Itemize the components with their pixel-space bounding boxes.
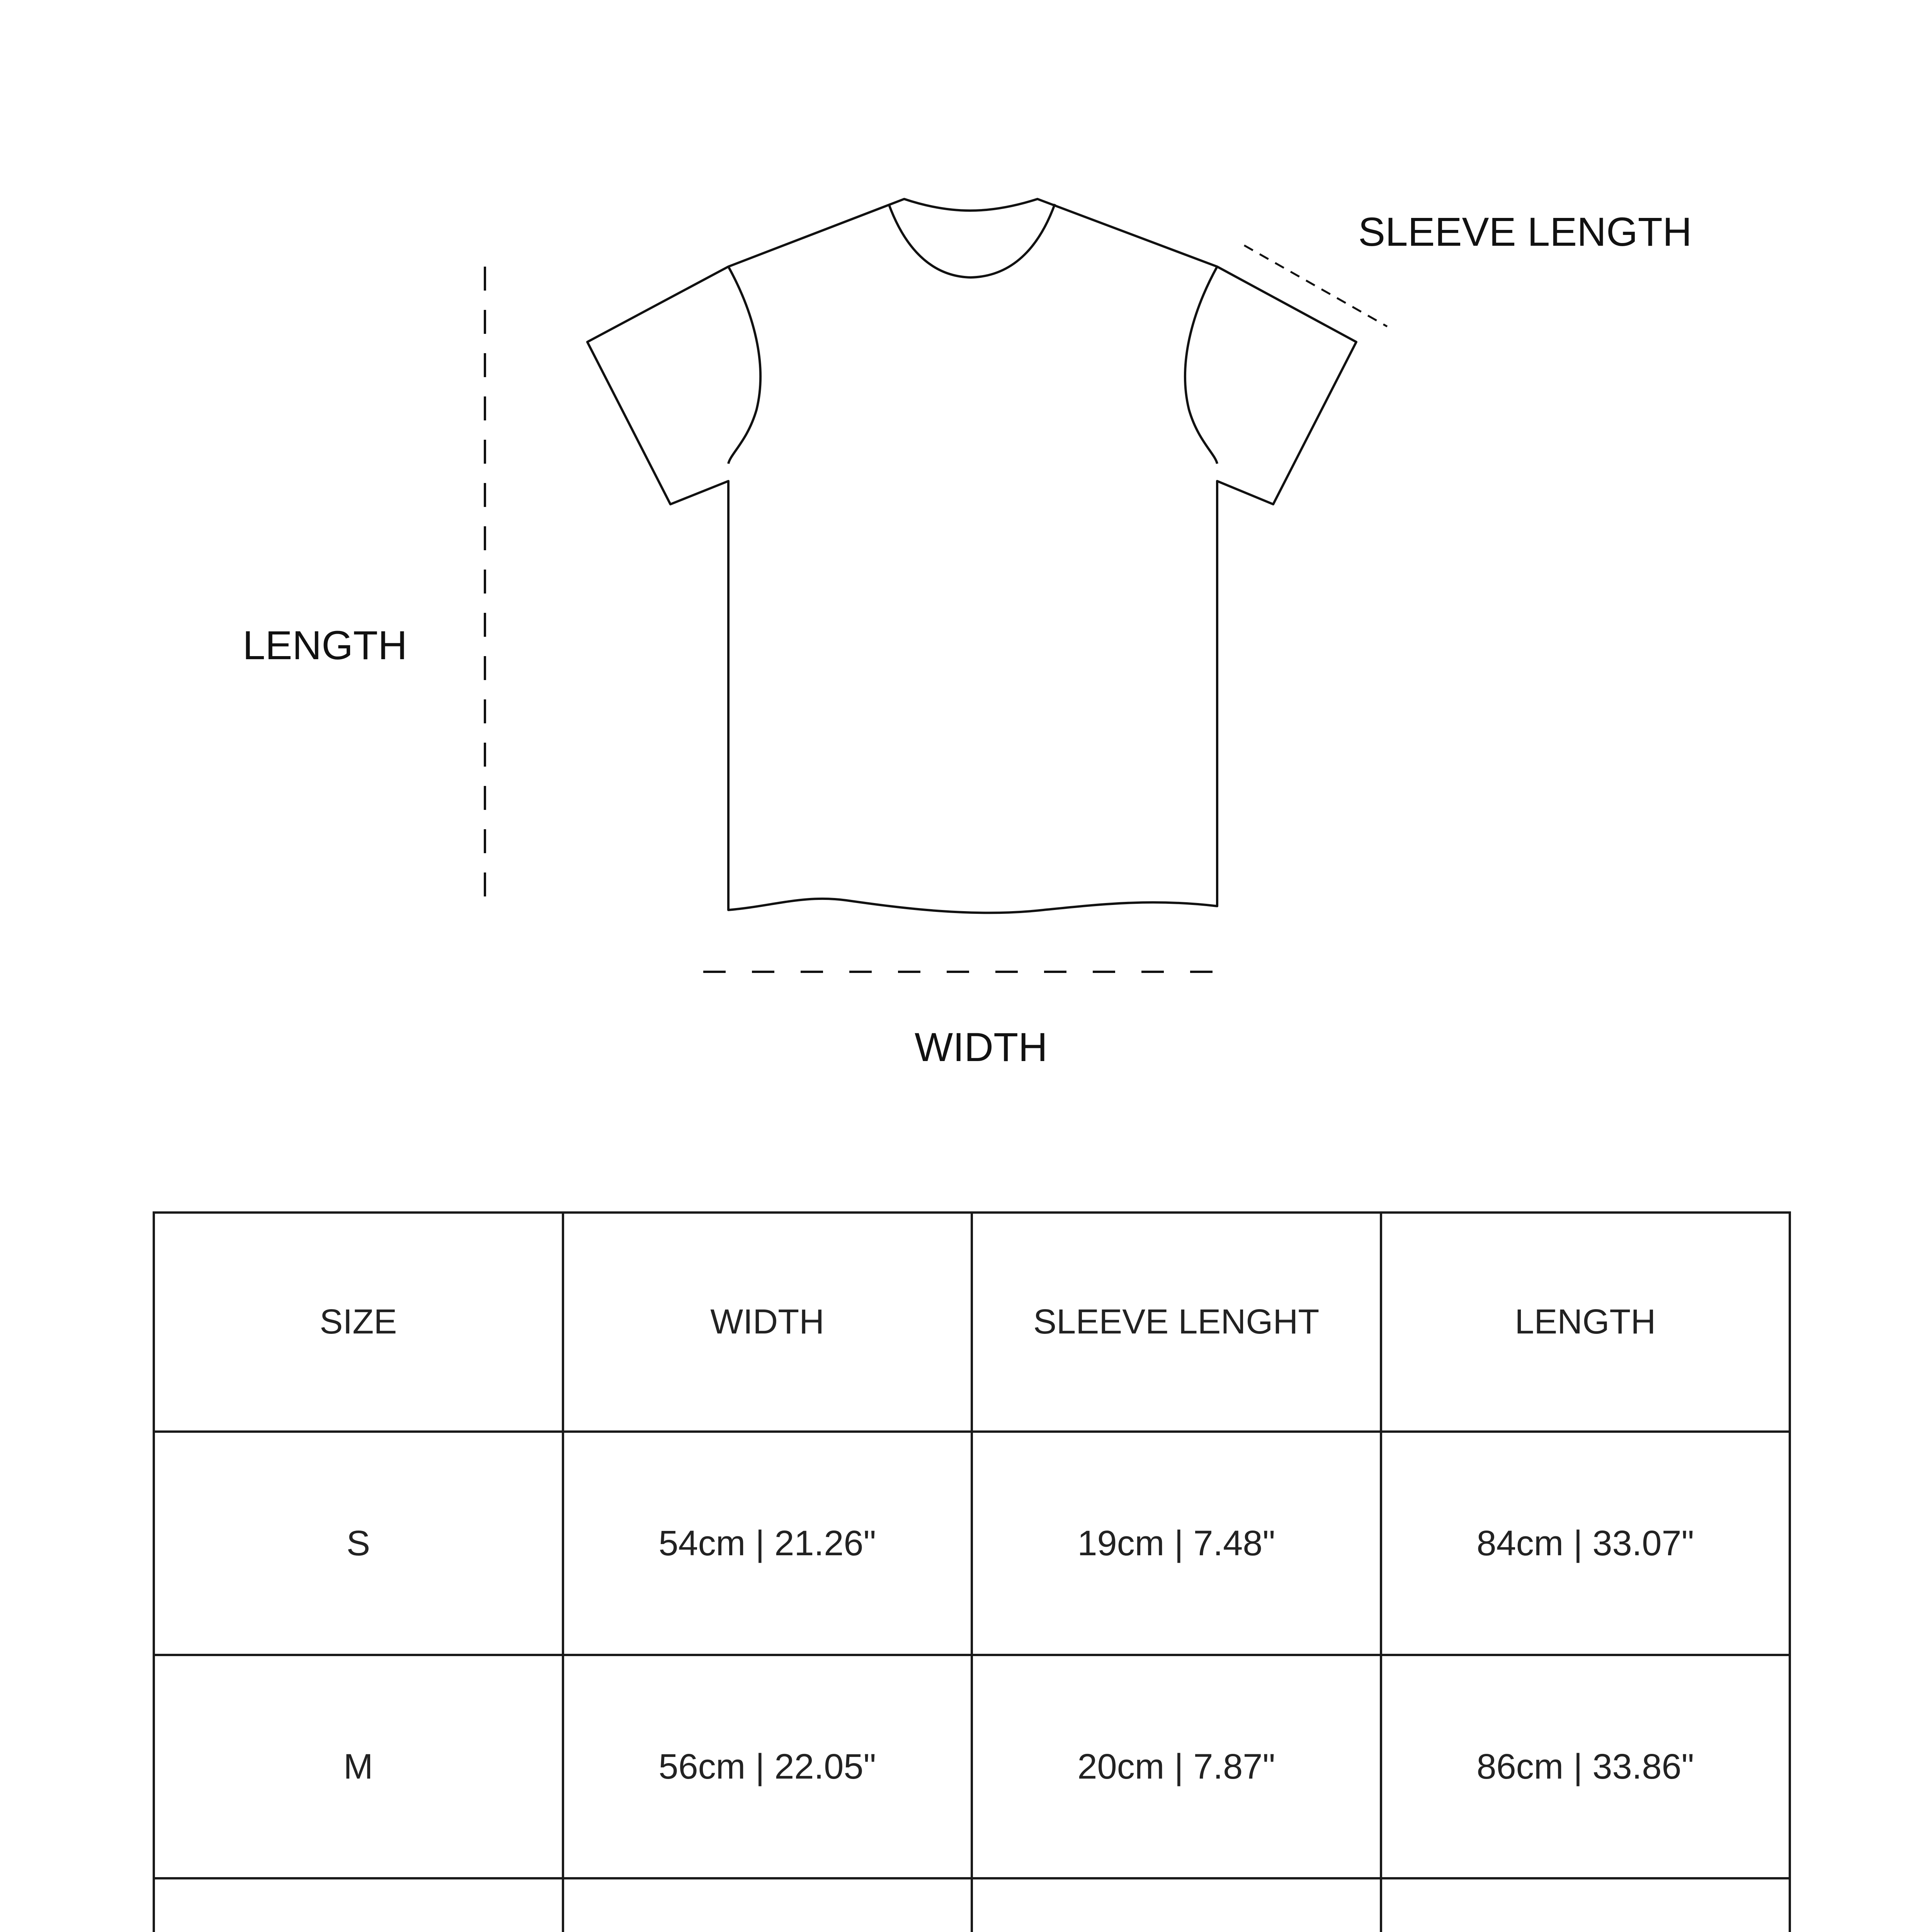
cell-width: 56cm | 22.05" xyxy=(563,1655,972,1878)
cell-size xyxy=(154,1878,563,1932)
cell-size: M xyxy=(154,1655,563,1878)
sleeve-length-guide-line xyxy=(1244,245,1387,327)
cell-length xyxy=(1381,1878,1790,1932)
size-chart-table xyxy=(153,1211,1791,1932)
left-armhole-seam xyxy=(728,267,760,464)
cell-sleeve-length xyxy=(972,1878,1381,1932)
width-label: WIDTH xyxy=(915,1025,1048,1070)
header-size: SIZE xyxy=(154,1213,563,1432)
length-label: LENGTH xyxy=(243,623,407,668)
table-row-m xyxy=(154,1655,1790,1878)
header-sleeve-length: SLEEVE LENGHT xyxy=(972,1213,1381,1432)
sleeve-length-label: SLEEVE LENGTH xyxy=(1358,209,1692,255)
cell-width xyxy=(563,1878,972,1932)
table-row-s xyxy=(154,1432,1790,1655)
tshirt-outline xyxy=(587,199,1356,913)
header-length: LENGTH xyxy=(1381,1213,1790,1432)
table-row-l xyxy=(154,1878,1790,1932)
cell-width: 54cm | 21.26" xyxy=(563,1432,972,1655)
header-width: WIDTH xyxy=(563,1213,972,1432)
table-header-row xyxy=(154,1213,1790,1432)
cell-sleeve-length: 20cm | 7.87" xyxy=(972,1655,1381,1878)
cell-size: S xyxy=(154,1432,563,1655)
tshirt-collar xyxy=(889,204,1055,277)
cell-sleeve-length: 19cm | 7.48" xyxy=(972,1432,1381,1655)
right-armhole-seam xyxy=(1185,267,1217,464)
cell-length: 84cm | 33.07" xyxy=(1381,1432,1790,1655)
cell-length: 86cm | 33.86" xyxy=(1381,1655,1790,1878)
